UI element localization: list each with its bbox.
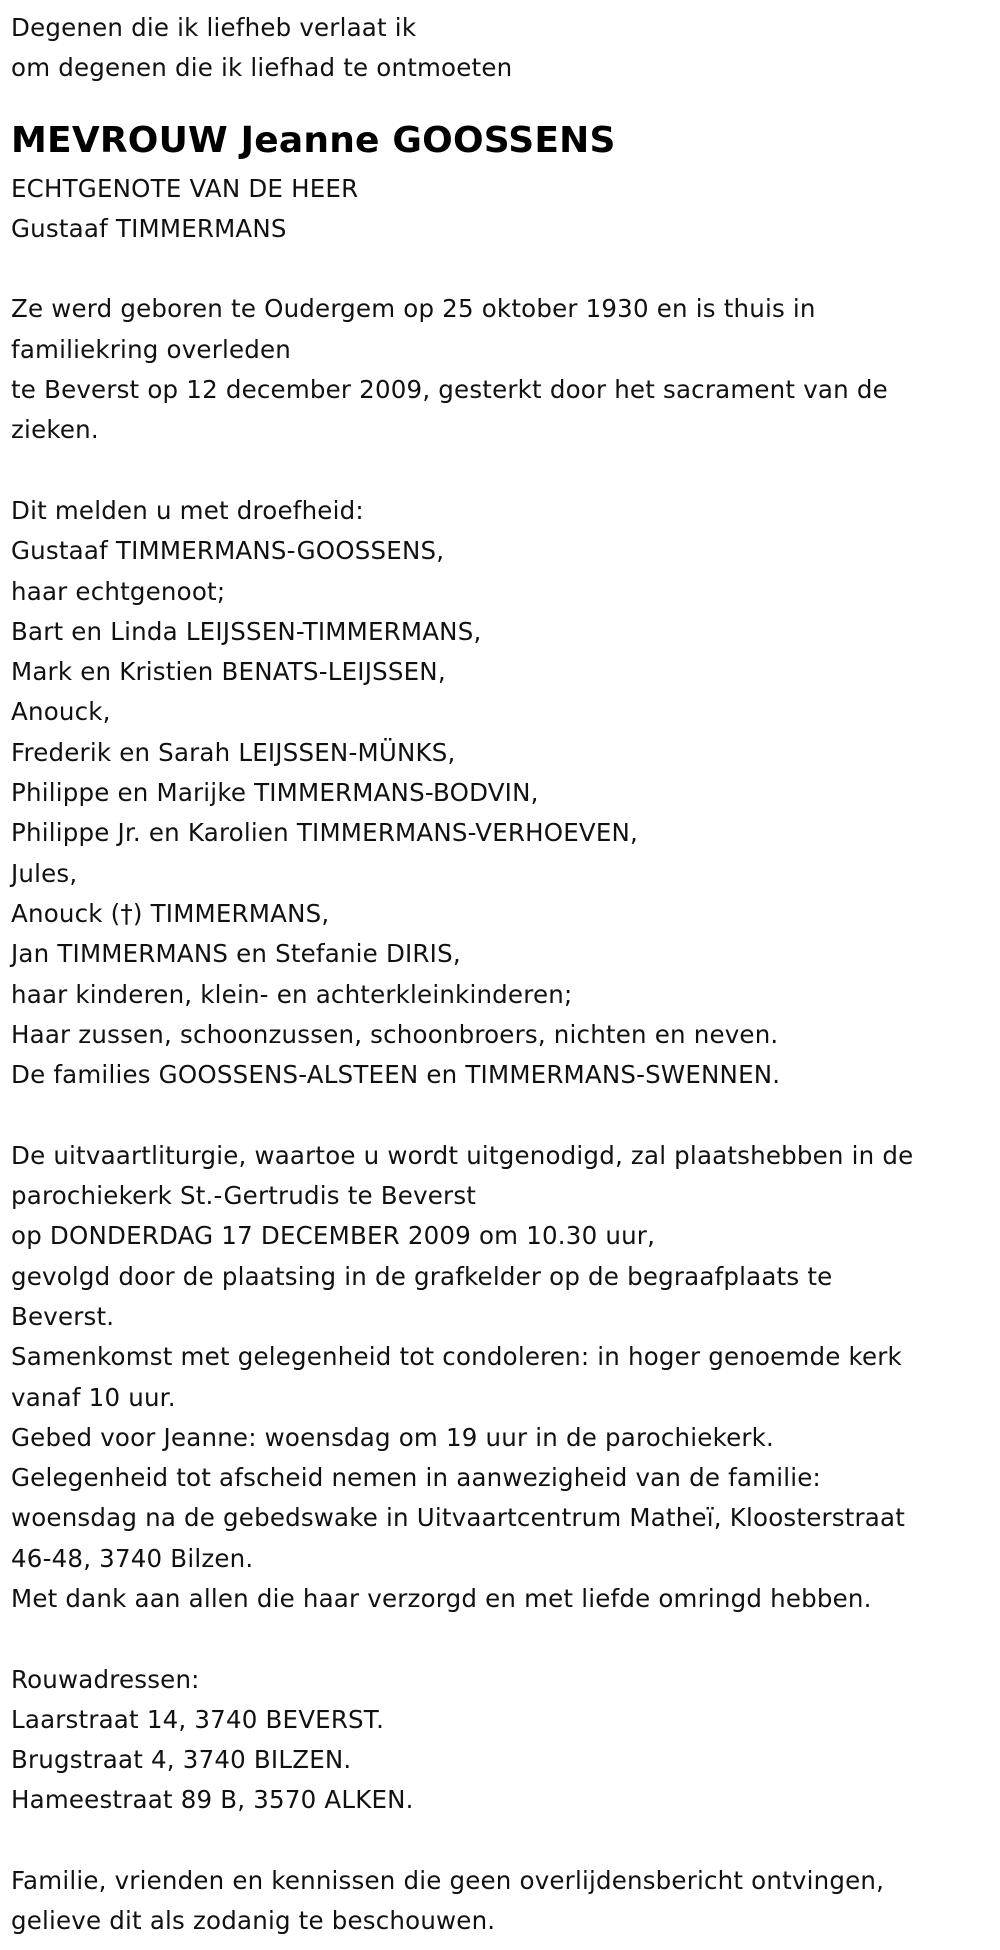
family-line: Jules, <box>11 858 78 888</box>
condolence-addresses <box>11 1660 996 1821</box>
funeral-details <box>11 1136 996 1620</box>
text-line: Ze werd geboren te Oudergem op 25 oktober 1930 en is thuis in <box>11 294 816 324</box>
closing-note <box>11 1861 996 1942</box>
family-line: Anouck (†) TIMMERMANS, <box>11 898 330 928</box>
family-line: Jan TIMMERMANS en Stefanie DIRIS, <box>11 939 461 969</box>
text-line: Beverst. <box>11 1301 115 1331</box>
deceased-name: MEVROUW Jeanne GOOSSENS <box>11 119 616 161</box>
text-line: gelieve dit als zodanig te beschouwen. <box>11 1906 496 1936</box>
text-line: op DONDERDAG 17 DECEMBER 2009 om 10.30 uur, <box>11 1221 656 1251</box>
text-line: Met dank aan allen die haar verzorgd en met liefde omringd hebben. <box>11 1583 872 1613</box>
spacer <box>11 1095 996 1135</box>
family-line: Haar zussen, schoonzussen, schoonbroers, nichten en neven. <box>11 1019 779 1049</box>
spouse-line: ECHTGENOTE VAN DE HEER <box>11 173 359 203</box>
announcement-family-list <box>11 491 996 1095</box>
spouse-info <box>11 169 996 250</box>
text-line: Dit melden u met droefheid: <box>11 495 364 525</box>
text-line: De uitvaartliturgie, waartoe u wordt uitgenodigd, zal plaatshebben in de <box>11 1140 914 1170</box>
text-line: woensdag na de gebedswake in Uitvaartcentrum Matheï, Kloosterstraat <box>11 1503 906 1533</box>
text-line: familiekring overleden <box>11 334 292 364</box>
spacer <box>11 1821 996 1861</box>
motto-line: Degenen die ik liefheb verlaat ik <box>11 13 417 42</box>
family-line: Philippe Jr. en Karolien TIMMERMANS-VERHOEVEN, <box>11 818 639 848</box>
text-line: te Beverst op 12 december 2009, gesterkt door het sacrament van de <box>11 375 888 405</box>
family-line: Philippe en Marijke TIMMERMANS-BODVIN, <box>11 778 539 808</box>
text-line: Samenkomst met gelegenheid tot condoleren: in hoger genoemde kerk <box>11 1342 902 1372</box>
text-line: Gebed voor Jeanne: woensdag om 19 uur in de parochiekerk. <box>11 1422 775 1452</box>
motto-line: om degenen die ik liefhad te ontmoeten <box>11 53 513 83</box>
family-line: Gustaaf TIMMERMANS-GOOSSENS, <box>11 536 445 566</box>
spacer <box>11 451 996 491</box>
family-line: Bart en Linda LEIJSSEN-TIMMERMANS, <box>11 616 482 646</box>
family-line: De families GOOSSENS-ALSTEEN en TIMMERMANS-SWENNEN. <box>11 1060 781 1090</box>
family-line: haar echtgenoot; <box>11 576 226 606</box>
spouse-line: Gustaaf TIMMERMANS <box>11 213 287 243</box>
death-notice <box>11 8 996 1942</box>
family-line: Anouck, <box>11 697 111 727</box>
address-line: Hameestraat 89 B, 3570 ALKEN. <box>11 1785 414 1815</box>
spacer <box>11 249 996 289</box>
family-line: Frederik en Sarah LEIJSSEN-MÜNKS, <box>11 737 456 767</box>
text-line: gevolgd door de plaatsing in de grafkelder op de begraafplaats te <box>11 1261 833 1291</box>
text-line: Familie, vrienden en kennissen die geen overlijdensbericht ontvingen, <box>11 1866 885 1896</box>
address-line: Brugstraat 4, 3740 BILZEN. <box>11 1745 352 1775</box>
family-line: haar kinderen, klein- en achterkleinkinderen; <box>11 979 573 1009</box>
family-line: Mark en Kristien BENATS-LEIJSSEN, <box>11 657 446 687</box>
text-line: Rouwadressen: <box>11 1664 200 1694</box>
text-line: zieken. <box>11 415 99 445</box>
text-line: Gelegenheid tot afscheid nemen in aanwezigheid van de familie: <box>11 1463 821 1493</box>
text-line: 46-48, 3740 Bilzen. <box>11 1543 254 1573</box>
address-line: Laarstraat 14, 3740 BEVERST. <box>11 1704 385 1734</box>
text-line: parochiekerk St.-Gertrudis te Beverst <box>11 1181 477 1211</box>
spacer <box>11 1619 996 1659</box>
text-line: vanaf 10 uur. <box>11 1382 176 1412</box>
birth-death-paragraph <box>11 289 996 450</box>
motto <box>11 8 996 89</box>
